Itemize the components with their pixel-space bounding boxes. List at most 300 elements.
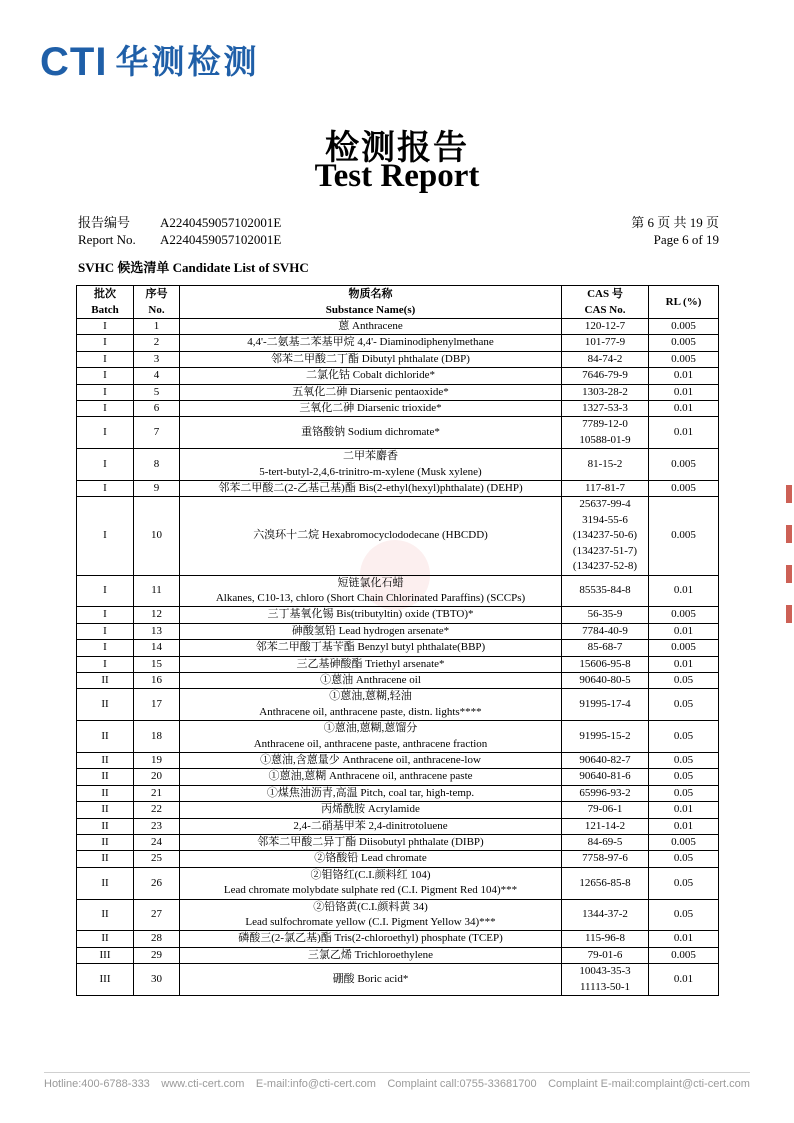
cell-cas-line: 79-01-6 [587, 948, 623, 961]
table-row [77, 351, 719, 367]
cell-cas [562, 851, 649, 867]
cell-cas-line: 85535-84-8 [579, 584, 631, 597]
cell-cas-line: 121-14-2 [584, 819, 626, 832]
header-substance: 物质名称 Substance Name(s) [180, 286, 562, 319]
cell-cas-line: 1303-28-2 [582, 385, 628, 398]
cell-substance-line: ①蒽油,蒽糊,轻油 [329, 690, 412, 703]
cell-no-line: 27 [151, 908, 162, 921]
cell-no [134, 947, 180, 963]
cell-batch [77, 401, 134, 417]
cell-cas-line: 79-06-1 [587, 803, 623, 816]
footer-complaint-call: Complaint call:0755-33681700 [387, 1078, 537, 1090]
cell-batch-line: II [101, 673, 109, 686]
cell-batch-line: II [101, 908, 109, 921]
table-header-row [77, 286, 719, 319]
cell-batch [77, 769, 134, 785]
cell-substance-line: 丙烯酰胺 Acrylamide [321, 803, 420, 816]
cell-batch-line: II [101, 836, 109, 848]
cell-rl-line: 0.005 [671, 482, 696, 495]
cell-no-line: 25 [151, 852, 162, 865]
cell-no-line: 13 [151, 624, 162, 637]
cell-batch-line: II [101, 932, 109, 945]
cell-batch [77, 481, 134, 497]
cell-substance-line: 二氯化钴 Cobalt dichloride* [306, 369, 435, 382]
cell-no [134, 335, 180, 351]
cell-batch-line: I [103, 482, 107, 495]
cell-no [134, 689, 180, 721]
cell-batch-line: II [101, 698, 109, 711]
cell-cas-line: 56-35-9 [587, 608, 623, 621]
cell-no-line: 10 [151, 529, 162, 542]
cell-cas [562, 481, 649, 497]
cell-no [134, 752, 180, 768]
report-no-label-cn: 报告编号 [78, 215, 131, 230]
cell-substance-line: ①蒽油 Anthracene oil [320, 673, 421, 686]
cell-cas [562, 818, 649, 834]
cell-batch [77, 368, 134, 384]
cell-no [134, 769, 180, 785]
cell-batch [77, 672, 134, 688]
cell-no-line: 19 [151, 753, 162, 766]
cell-no [134, 818, 180, 834]
cell-batch [77, 351, 134, 367]
cell-batch-line: II [101, 729, 109, 742]
cell-batch-line: I [103, 426, 107, 439]
cell-batch-line: I [103, 608, 107, 621]
cell-substance-line: Lead chromate molybdate sulphate red (C.I. Pigment Red 104)*** [223, 884, 518, 897]
cell-substance-line: 砷酸氢铅 Lead hydrogen arsenate* [291, 624, 450, 637]
cell-substance [180, 899, 562, 931]
cell-batch-line: III [99, 972, 111, 985]
cell-batch-line: I [103, 457, 107, 470]
cell-cas-line: 65996-93-2 [579, 786, 631, 799]
table-row [77, 931, 719, 947]
cell-rl-line: 0.01 [673, 803, 694, 816]
cell-cas [562, 964, 649, 996]
cell-cas [562, 607, 649, 623]
cell-no-line: 11 [151, 584, 162, 597]
cell-substance [180, 575, 562, 607]
cell-no-line: 12 [151, 608, 162, 621]
table-body [77, 319, 719, 996]
table-row [77, 769, 719, 785]
cell-batch-line: I [103, 402, 107, 415]
cell-cas-line: 15606-95-8 [579, 657, 631, 670]
cell-batch [77, 947, 134, 963]
cell-no [134, 417, 180, 449]
cell-rl [649, 769, 719, 785]
cell-substance-line: ②钼铬红(C.I.颜料红 104) [310, 868, 431, 881]
cell-substance [180, 721, 562, 753]
cell-rl-line: 0.05 [673, 770, 694, 783]
cell-substance-line: ①蒽油,含蒽量少 Anthracene oil, anthracene-low [260, 753, 481, 766]
cell-no-line: 28 [151, 932, 162, 945]
cell-rl-line: 0.05 [673, 786, 694, 799]
cell-cas [562, 769, 649, 785]
cell-no [134, 368, 180, 384]
cell-rl [649, 752, 719, 768]
cell-no [134, 964, 180, 996]
cell-rl-line: 0.05 [673, 673, 694, 686]
page-number-block [631, 214, 719, 248]
cell-substance-line: Alkanes, C10-13, chloro (Short Chain Chlorinated Paraffins) (SCCPs) [215, 591, 526, 604]
cell-no-line: 29 [151, 948, 162, 961]
cell-no [134, 319, 180, 335]
table-row [77, 802, 719, 818]
cell-rl [649, 899, 719, 931]
logo-text: CTI [40, 40, 108, 84]
cell-cas-line: 10588-01-9 [579, 433, 631, 446]
cell-batch-line: II [101, 819, 109, 832]
cell-substance [180, 497, 562, 575]
cell-rl-line: 0.05 [673, 729, 694, 742]
table-row [77, 449, 719, 481]
cell-rl-line: 0.01 [673, 972, 694, 985]
table-row [77, 497, 719, 575]
cell-batch [77, 931, 134, 947]
cell-no [134, 575, 180, 607]
cell-no [134, 481, 180, 497]
cell-rl-line: 0.005 [671, 641, 696, 654]
cell-rl-line: 0.005 [671, 529, 696, 542]
footer [44, 1078, 750, 1090]
cell-cas [562, 575, 649, 607]
cell-cas-line: 25637-99-4 [579, 498, 631, 511]
cell-cas-line: 1327-53-3 [582, 402, 628, 415]
cell-no [134, 721, 180, 753]
cell-no [134, 835, 180, 851]
cell-batch [77, 335, 134, 351]
cell-batch-line: II [101, 770, 109, 783]
footer-email: E-mail:info@cti-cert.com [255, 1078, 376, 1090]
cell-substance [180, 851, 562, 867]
cell-batch-line: I [103, 352, 107, 365]
cell-batch [77, 835, 134, 851]
cell-no-line: 20 [151, 770, 162, 783]
cell-cas-line: (134237-52-8) [572, 560, 638, 573]
cell-no [134, 607, 180, 623]
cell-substance-line: Lead sulfochromate yellow (C.I. Pigment Yellow 34)*** [245, 916, 496, 929]
cell-substance-line: 二甲苯麝香 [343, 450, 398, 463]
cell-cas-line: 7646-79-9 [582, 369, 628, 382]
cell-rl [649, 319, 719, 335]
cell-no [134, 640, 180, 656]
cell-cas [562, 931, 649, 947]
cell-no-line: 1 [153, 320, 160, 332]
cell-no-line: 7 [153, 426, 160, 439]
cell-substance-line: 三氧化二砷 Diarsenic trioxide* [299, 402, 442, 415]
cell-cas [562, 672, 649, 688]
cell-rl [649, 335, 719, 351]
cell-batch-line: I [103, 657, 107, 670]
cell-substance [180, 640, 562, 656]
cell-cas-line: 7784-40-9 [582, 624, 628, 637]
cell-batch [77, 656, 134, 672]
header-batch: 批次 Batch [77, 286, 134, 319]
cell-cas [562, 384, 649, 400]
report-number-block [78, 214, 281, 248]
cell-cas [562, 319, 649, 335]
cell-batch-line: I [103, 584, 107, 597]
cell-cas-line: 91995-15-2 [579, 729, 631, 742]
cell-no [134, 497, 180, 575]
cell-rl-line: 0.005 [671, 948, 696, 961]
cell-cas-line: 90640-80-5 [579, 673, 631, 686]
cell-cas-line: 117-81-7 [585, 482, 625, 495]
cell-rl [649, 672, 719, 688]
table-row [77, 721, 719, 753]
cell-substance [180, 384, 562, 400]
cell-rl-line: 0.005 [671, 352, 696, 365]
table-row [77, 640, 719, 656]
company-logo [40, 42, 259, 82]
cell-batch-line: I [103, 624, 107, 637]
cell-batch [77, 818, 134, 834]
cell-rl [649, 656, 719, 672]
cell-cas [562, 835, 649, 851]
cell-cas-line: (134237-51-7) [572, 544, 638, 557]
report-no-value: A2240459057102001E [160, 215, 282, 230]
cell-batch-line: I [103, 369, 107, 382]
cell-substance-line: ①蒽油,蒽糊 Anthracene oil, anthracene paste [268, 770, 473, 783]
cell-batch [77, 867, 134, 899]
cell-cas [562, 656, 649, 672]
cell-cas-line: 3194-55-6 [582, 513, 628, 526]
cell-rl-line: 0.005 [671, 336, 696, 349]
table-row [77, 481, 719, 497]
table-row [77, 672, 719, 688]
cell-no-line: 21 [151, 786, 162, 799]
cell-rl [649, 497, 719, 575]
cell-rl-line: 0.05 [673, 908, 694, 921]
cell-no [134, 672, 180, 688]
cell-substance [180, 417, 562, 449]
cell-batch [77, 802, 134, 818]
cell-substance [180, 672, 562, 688]
table-row [77, 835, 719, 851]
cell-rl-line: 0.05 [673, 753, 694, 766]
cell-substance-line: Anthracene oil, anthracene paste, distn. lights**** [259, 705, 482, 718]
table-row [77, 867, 719, 899]
cell-cas [562, 899, 649, 931]
cell-cas-line: 101-77-9 [584, 336, 626, 349]
cell-batch-line: III [99, 948, 111, 961]
table-row [77, 384, 719, 400]
table-row [77, 899, 719, 931]
cell-no [134, 802, 180, 818]
table-row [77, 947, 719, 963]
cell-cas-line: 115-96-8 [585, 932, 625, 945]
cell-no [134, 351, 180, 367]
cell-batch-line: I [103, 529, 107, 542]
cell-rl [649, 867, 719, 899]
footer-divider [44, 1072, 750, 1073]
cell-rl [649, 785, 719, 801]
page-number-cn: 第 6 页 共 19 页 [631, 215, 719, 230]
cell-rl [649, 689, 719, 721]
cell-rl [649, 368, 719, 384]
cell-substance [180, 623, 562, 639]
cell-batch-line: II [101, 753, 109, 766]
cell-substance [180, 656, 562, 672]
cell-rl-line: 0.05 [673, 698, 694, 711]
cell-cas [562, 640, 649, 656]
cell-no-line: 26 [151, 876, 162, 889]
cell-no [134, 851, 180, 867]
footer-website: www.cti-cert.com [161, 1078, 245, 1090]
table-row [77, 785, 719, 801]
cell-cas [562, 417, 649, 449]
cell-cas-line: 85-68-7 [587, 641, 623, 654]
table-row [77, 851, 719, 867]
cell-no [134, 867, 180, 899]
section-title: SVHC 候选清单 Candidate List of SVHC [78, 260, 309, 275]
cell-rl [649, 721, 719, 753]
cell-cas [562, 785, 649, 801]
cell-rl-line: 0.01 [673, 819, 694, 832]
cell-rl [649, 947, 719, 963]
table-row [77, 752, 719, 768]
cell-rl-line: 0.01 [673, 657, 694, 670]
cell-substance [180, 449, 562, 481]
cell-substance [180, 752, 562, 768]
cell-substance [180, 835, 562, 851]
cell-rl-line: 0.005 [671, 320, 696, 332]
cell-substance [180, 351, 562, 367]
cell-cas-line: (134237-50-6) [572, 529, 638, 542]
cell-cas [562, 689, 649, 721]
cell-substance [180, 964, 562, 996]
footer-complaint-email: Complaint E-mail:complaint@cti-cert.com [548, 1078, 750, 1090]
cell-rl [649, 607, 719, 623]
table-row [77, 368, 719, 384]
cell-substance [180, 319, 562, 335]
cell-substance-line: 蒽 Anthracene [338, 320, 403, 332]
cell-no-line: 18 [151, 729, 162, 742]
cell-rl-line: 0.05 [673, 852, 694, 865]
cell-cas [562, 947, 649, 963]
cell-batch [77, 640, 134, 656]
cell-no-line: 2 [153, 336, 160, 349]
cell-cas-line: 91995-17-4 [579, 698, 631, 711]
cell-substance-line: 邻苯二甲酸二异丁酯 Diisobutyl phthalate (DIBP) [257, 836, 484, 848]
cell-batch-line: I [103, 641, 107, 654]
cell-cas-line: 12656-85-8 [579, 876, 631, 889]
table-row [77, 964, 719, 996]
cell-substance-line: 三乙基砷酸酯 Triethyl arsenate* [296, 657, 445, 670]
cell-substance-line: ②铬酸铅 Lead chromate [314, 852, 427, 865]
svhc-table [76, 285, 719, 996]
cell-substance-line: ①蒽油,蒽糊,蒽馏分 [323, 722, 418, 735]
cell-cas-line: 90640-82-7 [579, 753, 631, 766]
cell-substance-line: 三丁基氧化锡 Bis(tributyltin) oxide (TBTO)* [267, 608, 474, 621]
cell-rl-line: 0.01 [673, 402, 694, 415]
cell-batch-line: II [101, 786, 109, 799]
cell-cas [562, 449, 649, 481]
cell-cas [562, 752, 649, 768]
cell-rl-line: 0.01 [673, 932, 694, 945]
cell-batch [77, 575, 134, 607]
cell-batch [77, 785, 134, 801]
cell-rl-line: 0.005 [671, 836, 696, 848]
cell-cas-line: 90640-81-6 [579, 770, 631, 783]
cell-substance-line: 三氯乙烯 Trichloroethylene [307, 948, 434, 961]
cell-cas-line: 7789-12-0 [582, 418, 628, 431]
cell-no-line: 16 [151, 673, 162, 686]
cell-rl [649, 417, 719, 449]
cell-substance [180, 335, 562, 351]
report-title-cn: 检测报告 [325, 130, 469, 167]
cell-rl [649, 818, 719, 834]
cell-rl [649, 640, 719, 656]
cell-no [134, 656, 180, 672]
report-no-value-en: A2240459057102001E [160, 232, 282, 247]
cell-substance [180, 802, 562, 818]
cell-cas [562, 721, 649, 753]
cell-batch-line: II [101, 803, 109, 816]
cell-batch [77, 607, 134, 623]
cell-rl-line: 0.01 [673, 369, 694, 382]
table-row [77, 401, 719, 417]
cell-rl [649, 851, 719, 867]
cell-cas-line: 84-69-5 [587, 836, 623, 848]
cell-substance [180, 867, 562, 899]
cell-no [134, 449, 180, 481]
table-row [77, 575, 719, 607]
cell-substance-line: ②铅铬黄(C.I.颜料黄 34) [313, 900, 428, 913]
cell-no-line: 3 [153, 352, 160, 365]
cell-batch [77, 497, 134, 575]
cell-substance [180, 368, 562, 384]
cell-no-line: 9 [153, 482, 160, 495]
cell-substance [180, 785, 562, 801]
cell-substance-line: 磷酸三(2-氯乙基)酯 Tris(2-chloroethyl) phosphate (TCEP) [238, 932, 503, 945]
cell-substance [180, 401, 562, 417]
cell-batch-line: II [101, 876, 109, 889]
cell-substance [180, 481, 562, 497]
cell-no [134, 401, 180, 417]
cell-batch [77, 721, 134, 753]
cell-substance-line: 短链氯化石蜡 [337, 576, 404, 589]
cell-no-line: 4 [153, 369, 160, 382]
cell-substance-line: 硼酸 Boric acid* [332, 972, 409, 985]
cell-rl [649, 575, 719, 607]
page-number-en: Page 6 of 19 [653, 232, 719, 247]
cell-batch [77, 449, 134, 481]
cell-no-line: 22 [151, 803, 162, 816]
header-rl: RL (%) [649, 286, 719, 319]
cell-no-line: 17 [151, 698, 162, 711]
table-row [77, 689, 719, 721]
header-no: 序号 No. [134, 286, 180, 319]
cell-batch-line: I [103, 385, 107, 398]
cell-no [134, 785, 180, 801]
cell-batch-line: I [103, 320, 107, 332]
cell-rl [649, 964, 719, 996]
cell-batch [77, 623, 134, 639]
cell-substance [180, 947, 562, 963]
cell-no [134, 384, 180, 400]
cell-substance-line: 六溴环十二烷 Hexabromocyclododecane (HBCDD) [253, 529, 488, 542]
cell-batch [77, 851, 134, 867]
cell-substance-line: 5-tert-butyl-2,4,6-trinitro-m-xylene (Musk xylene) [259, 465, 482, 478]
cell-cas [562, 335, 649, 351]
cell-rl-line: 0.01 [673, 426, 694, 439]
cell-cas [562, 802, 649, 818]
cell-substance-line: 邻苯二甲酸二(2-乙基己基)酯 Bis(2-ethyl(hexyl)phthalate) (DEHP) [218, 482, 523, 495]
cell-substance-line: 2,4-二硝基甲苯 2,4-dinitrotoluene [293, 819, 448, 832]
table-row [77, 607, 719, 623]
